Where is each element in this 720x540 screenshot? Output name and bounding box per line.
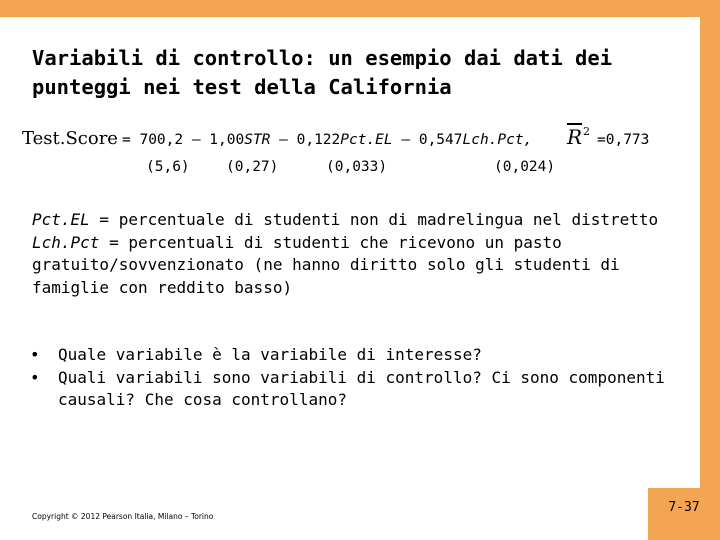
- definition-continuation: gratuito/sovvenzionato (ne hanno diritto solo gli studenti di: [32, 255, 620, 274]
- definition-text: = percentuali di studenti che ricevono un pasto: [99, 232, 562, 252]
- bullet-text: Quali variabili sono variabili di controllo? Ci sono componenti: [58, 367, 665, 387]
- slide-title: [32, 44, 682, 102]
- std-error-pctel: (0,033): [326, 159, 388, 175]
- question-list: [30, 344, 690, 412]
- definition-term: Lch.Pct: [32, 232, 100, 252]
- r-squared-symbol: $\overline{R}$: [567, 125, 583, 149]
- std-error-str: (0,27): [226, 159, 279, 175]
- page-number: 7-37: [668, 500, 700, 515]
- bullet-text: Quale variabile è la variabile di interesse?: [58, 345, 482, 364]
- r-squared-exponent: 2: [583, 125, 590, 138]
- title-line-2: punteggi nei test della California: [32, 75, 452, 99]
- equation-rhs: [122, 132, 532, 148]
- copyright-notice: Copyright © 2012 Pearson Italia, Milano – Torino: [32, 512, 214, 521]
- definition-lchpct: [32, 232, 692, 255]
- std-error-lchpct: (0,024): [494, 159, 556, 175]
- eq-var-pctel: Pct.EL: [340, 132, 393, 148]
- definition-continuation: famiglie con reddito basso): [32, 277, 293, 297]
- eq-intercept: = 700,2 – 1,00: [122, 132, 245, 148]
- bullet-icon: •: [30, 345, 40, 364]
- bullet-icon: •: [30, 367, 40, 387]
- definition-term: Pct.EL: [32, 210, 90, 229]
- title-line-1: Variabili di controllo: un esempio dai dati dei: [32, 46, 613, 70]
- eq-var-str: STR: [244, 132, 271, 148]
- eq-var-lchpct: Lch.Pct,: [462, 132, 533, 148]
- equation-lhs: Test.Score: [22, 128, 118, 149]
- std-error-intercept: (5,6): [146, 159, 190, 175]
- definition-pctel: [32, 209, 692, 232]
- list-item: [30, 344, 690, 367]
- definition-text: = percentuale di studenti non di madrelingua nel distretto: [89, 210, 659, 229]
- list-item: [30, 367, 690, 412]
- definitions: [32, 209, 692, 299]
- r-squared-value: =0,773: [597, 132, 650, 148]
- eq-coef-lchpct: – 0,547: [392, 132, 463, 148]
- bullet-text: causali? Che cosa controllano?: [58, 390, 347, 409]
- eq-coef-pctel: – 0,122: [270, 132, 341, 148]
